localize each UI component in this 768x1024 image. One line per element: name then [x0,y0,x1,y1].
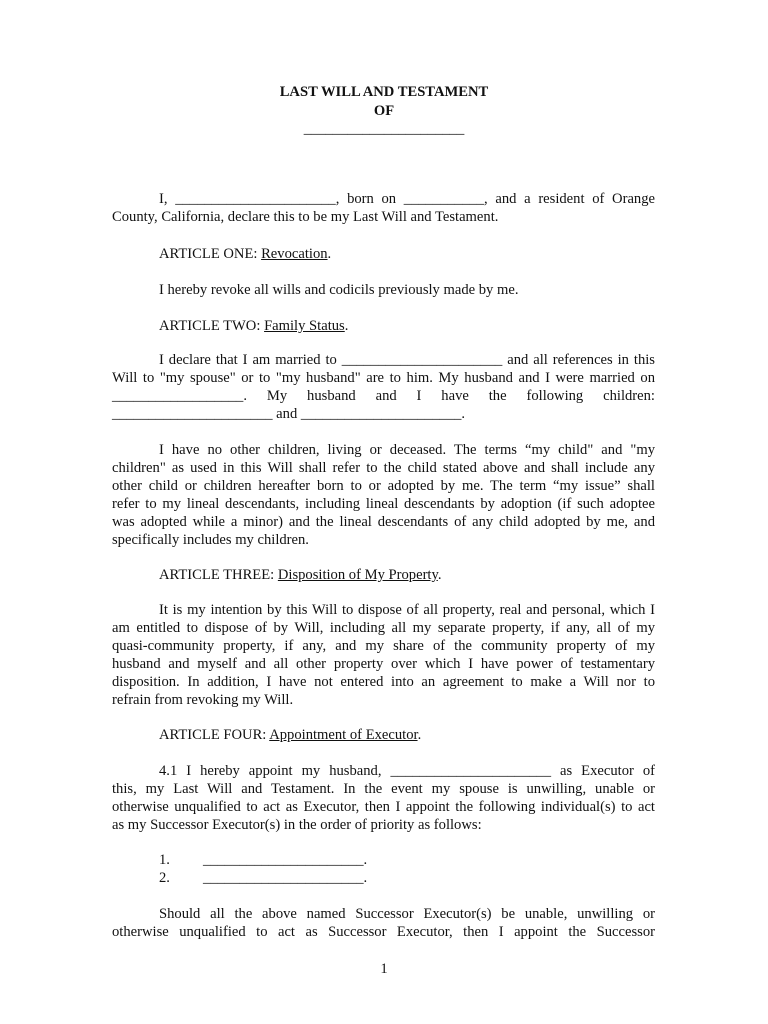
children-line-5: was adopted while a minor) and the lineal descendants of any child adopted by me, and [112,514,655,530]
article-one-title: Revocation [261,246,328,262]
article-two-heading [159,317,655,335]
children-line-2: children" as used in this Will shall refer to the child stated above and shall include any [112,460,655,476]
article-two-suffix: . [344,318,349,334]
article-one-prefix: ARTICLE ONE: [159,246,262,262]
executor-line-2: this, my Last Will and Testament. In the event my spouse is unwilling, unable or [112,781,655,797]
title-line-1: LAST WILL AND TESTAMENT [279,84,489,100]
list-number: 2. [159,870,170,886]
property-line-5: disposition. In addition, I have not entered into an agreement to make a Will nor to [112,674,655,690]
children-line-6: specifically includes my children. [112,532,309,548]
article-four-suffix: . [417,727,422,743]
family-line-3: __________________. My husband and I have the following children: [112,388,655,404]
article-three-suffix: . [437,567,442,583]
article-one-body: I hereby revoke all wills and codicils previously made by me. [159,282,519,298]
property-paragraph [112,601,655,709]
successor-line-2: otherwise unqualified to act as Successor Executor, then I appoint the Successor [112,924,655,940]
title-name-blank: ______________________ [303,121,465,137]
children-paragraph [112,441,655,549]
article-two-prefix: ARTICLE TWO: [159,318,265,334]
intro-line-1: I, ______________________, born on ___________, and a resident of Orange [159,191,655,207]
family-line-1: I declare that I am married to ______________________ and all references in this [159,352,655,368]
property-line-3: quasi-community property, if any, and my share of the community property of my [112,638,655,654]
executor-line-1: 4.1 I hereby appoint my husband, ______________________ as Executor of [159,763,655,779]
family-line-4: ______________________ and ______________________. [112,406,466,422]
children-line-1: I have no other children, living or deceased. The terms “my child" and "my [159,442,655,458]
title-line-2: OF [373,103,395,119]
executor-line-4: as my Successor Executor(s) in the order of priority as follows: [112,817,482,833]
successor-list-item [159,851,367,869]
executor-line-3: otherwise unqualified to act as Executor, then I appoint the following individual(s) to act [112,799,655,815]
children-line-4: refer to my lineal descendants, including lineal descendants by adoption (if such adoptee [112,496,655,512]
family-line-2: Will to "my spouse" or to "my husband" are to him. My husband and I were married on [112,370,655,386]
intro-paragraph [112,190,655,226]
list-blank: ______________________. [203,870,368,886]
article-three-heading [159,566,655,584]
successor-paragraph [112,905,655,941]
children-line-3: other child or children hereafter born to or adopted by me. The term “my issue” shall [112,478,655,494]
property-line-1: It is my intention by this Will to dispose of all property, real and personal, which I [159,602,655,618]
article-two-title: Family Status [264,318,345,334]
article-four-heading [159,726,655,744]
list-blank: ______________________. [203,852,368,868]
article-four-prefix: ARTICLE FOUR: [159,727,270,743]
article-one-heading [159,245,655,263]
document-title [0,83,768,121]
property-line-2: am entitled to dispose of by Will, including all my separate property, if any, all of my [112,620,655,636]
family-status-paragraph [112,351,655,423]
article-three-title: Disposition of My Property [277,567,438,583]
successor-list-item [159,869,367,887]
article-three-prefix: ARTICLE THREE: [159,567,278,583]
property-line-4: husband and myself and all other property over which I have power of testamentary [112,656,655,672]
list-number: 1. [159,852,170,868]
property-line-6: refrain from revoking my Will. [112,692,294,708]
successor-line-1: Should all the above named Successor Executor(s) be unable, unwilling or [159,906,655,922]
page-number: 1 [380,961,388,977]
article-one-suffix: . [327,246,332,262]
executor-paragraph [112,762,655,834]
article-four-title: Appointment of Executor [269,727,418,743]
intro-line-2: County, California, declare this to be my Last Will and Testament. [112,209,499,225]
